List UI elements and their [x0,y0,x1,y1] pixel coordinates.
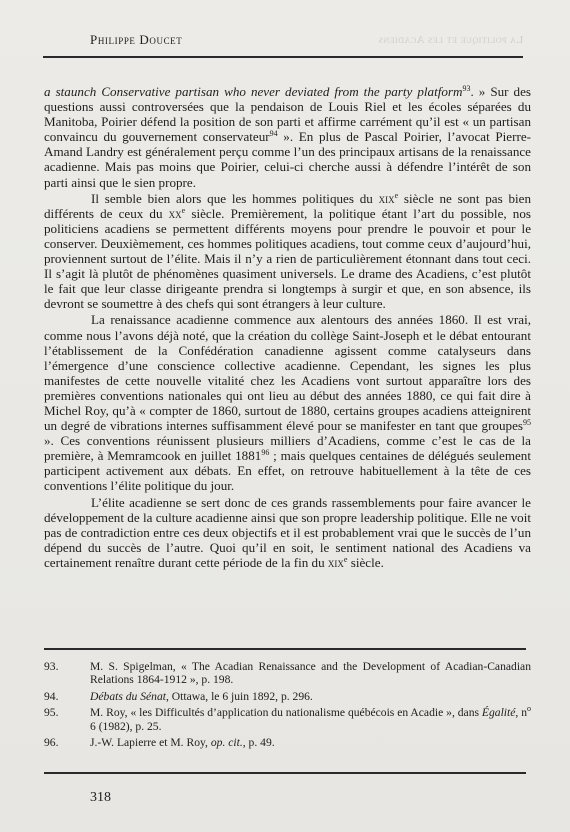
superscript: o [527,704,532,714]
header-rule [43,56,523,58]
text-run: , n [515,706,528,720]
footnote-number: 93. [44,660,59,673]
superscript: 95 [523,418,531,428]
running-head: Philippe Doucet [90,32,183,47]
superscript: e [181,205,186,215]
superscript: 96 [261,448,270,458]
footnote-text [90,690,531,703]
text-run: . » Sur des questions aussi controversées que la pendaison de Louis Riel et les écoles séparées du Manitoba, Poirier défend la position de son parti et affirme carrément qu’il est « un partisan convaincu du gouvernement conservateur [44,84,531,145]
footnote-number: 94. [44,689,59,703]
small-caps-numeral: xix [378,190,395,206]
text-run: siècle ne sont pas bien différents de ceux du [44,190,532,221]
italic-run: Débats du Sénat [90,689,166,703]
superscript: 93 [462,84,471,93]
text-run: , p. 49. [242,736,275,750]
footnote-number: 95. [44,706,59,720]
text-run: siècle. [347,554,384,570]
italic-run: op. cit. [210,736,243,750]
footnote-text [90,736,531,749]
small-caps-numeral: xix [327,554,344,570]
paragraph [44,312,531,493]
paragraph [44,495,531,570]
superscript: 94 [269,129,278,139]
bleed-through-heading: La politique et les Acadiens [377,34,523,46]
text-run: 6 (1982), p. 25. [90,719,162,733]
superscript: e [343,554,348,564]
text-run: J.-W. Lapierre et M. Roy, [90,736,211,750]
footnote [44,660,531,687]
superscript: e [394,190,399,200]
footnotes [44,660,531,752]
text-run: Il semble bien alors que les hommes politiques du [91,190,379,206]
text-run: L’élite acadienne se sert donc de ces grands rassemblements pour faire avancer le développement de la culture acadienne ainsi que son propre leadership politique. Elle ne voit pas de contradiction entre ces deux objectifs et il est probablement vrai que le succès de l’un dépend du succès de l’autre. Quoi qu’il en soit, le sentiment national des Acadiens va certainement renaître durant cette période de la fin du [44,494,531,570]
footnote [44,736,531,749]
paragraph [44,84,531,190]
footnote-text [90,660,531,687]
text-run: ; mais quelques centaines de délégués seulement participent activement aux débats. En effet, on retrouve habituellement à la tête de ces conventions l’élite politique du jour. [44,448,531,494]
italic-run: Égalité [481,706,516,720]
footnote-text [90,706,531,733]
italic-run: a staunch Conservative partisan who never deviated from the party platform [44,84,463,99]
text-run: M. S. Spigelman, « The Acadian Renaissance and the Development of Acadian-Canadian Relations 1864-1912 », p. 198. [90,660,531,687]
main-text [44,84,531,570]
footnote [44,706,531,733]
text-run: La renaissance acadienne commence aux alentours des années 1860. Il est vrai, comme nous l’avons déjà noté, que la création du collège Saint-Joseph et le débat entourant l’établissement de la Confédération canadienne agissent comme catalyseurs dans l’émergence d’une conscience collective acadienne. Cependant, les signes les plus manifestes de cette nouvelle vitalité chez les Acadiens vont surtout apparaître lors des premières conventions nationales qui ont lieu au début des années 1880, ce qui fait dire à Michel Roy, qu’à « compter de 1860, surtout de 1880, certains groupes acadiens atteignirent un degré de vibrations internes suffisamment élevé pour se manifester en tant que groupes [44,312,531,434]
small-caps-numeral: xx [168,205,182,221]
text-run: M. Roy, « les Difficultés d’application du nationalisme québécois en Acadie », dans [90,706,482,720]
footer-rule [44,772,526,774]
text-run: ». Ces conventions réunissent plusieurs milliers d’Acadiens, comme c’est le cas de la première, à Memramcook en juillet 1881 [44,433,531,464]
text-run: , Ottawa, le 6 juin 1892, p. 296. [166,689,313,703]
footnote [44,690,531,703]
footnote-number: 96. [44,736,59,750]
text-run: siècle. Premièrement, la politique étant l’art du possible, nos politiciens acadiens se permettent différents moyens pour prendre le pouvoir et pour le conserver. Deuxièmement, ces hommes politiques acadiens, tout comme ceux d’aujourd’hui, proviennent surtout de l’élite. Mais il n’y a rien de particulièrement étonnant dans tout ceci. Il s’agit là plutôt de phénomènes quasiment universels. Le drame des Acadiens, c’est plutôt le fait que leur classe dirigeante prendra si longtemps à surgir et que, en son absence, ils devront se soumettre à des chefs qui sont étrangers à leur culture. [44,205,531,312]
text-run: ». En plus de Pascal Poirier, l’avocat Pierre-Amand Landry est généralement perçu comme l’un des principaux artisans de la renaissance acadienne. Mais pas moins que Poirier, celui-ci cherche aussi à défendre l’intérêt de son parti ainsi que le sien propre. [44,129,531,190]
page-header [43,32,523,54]
paragraph [44,191,531,312]
page-number: 318 [90,790,111,805]
footnote-separator [44,648,526,650]
